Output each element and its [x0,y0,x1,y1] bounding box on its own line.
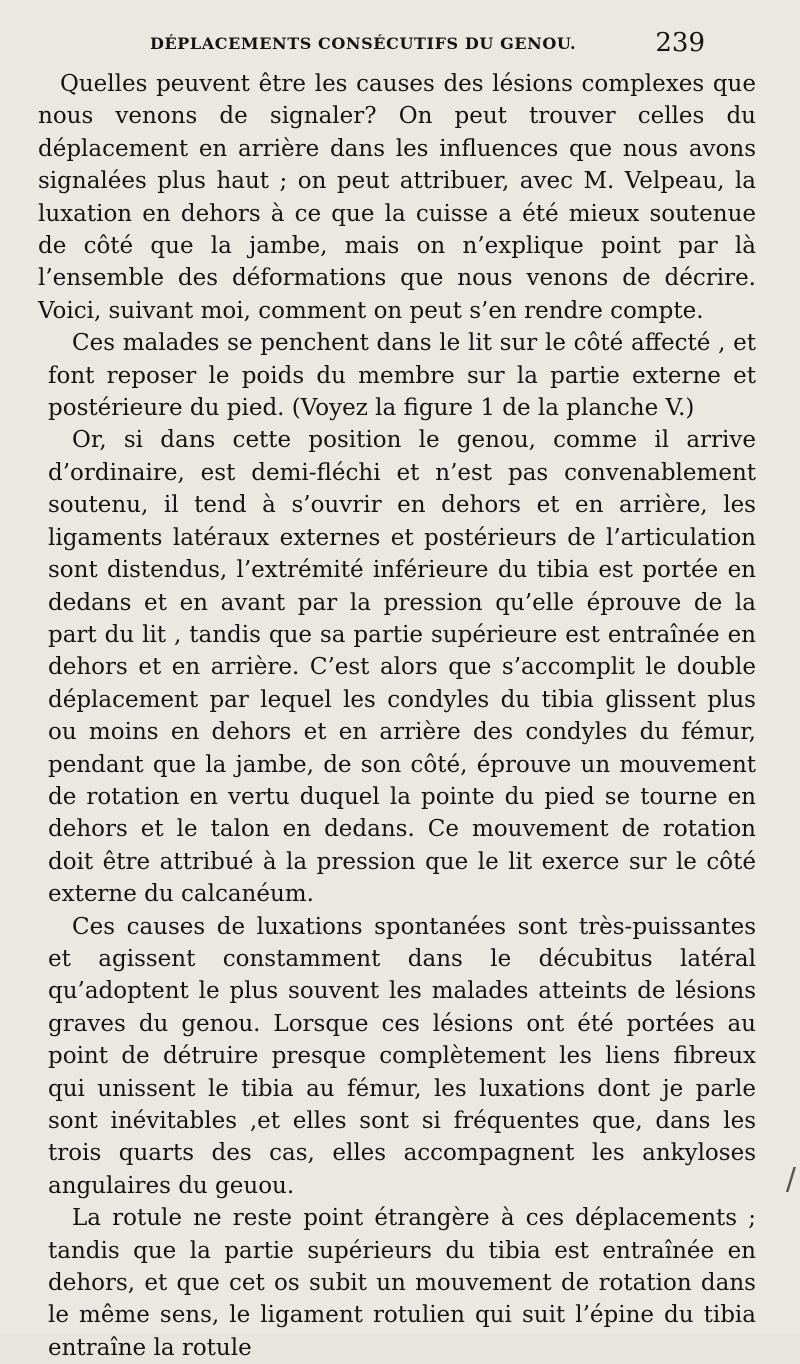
paragraph-2: Ces malades se penchent dans le lit sur le côté affecté , et font reposer le poids du membre sur la partie externe et postérieure du pied. (Voyez la figure 1 de la planche V.) [48,330,756,422]
paragraph-4: Ces causes de luxations spontanées sont très-puissantes et agissent constamment dans le décubitus latéral qu’adoptent le plus souvent les malades atteints de lésions graves du genou. Lorsque ces lésions ont été portées au point de détruire presque complètement les liens fibreux qui unissent le tibia au fémur, les luxations dont je parle sont inévitables ,et elles sont si fréquentes que, dans les trois quarts des cas, elles accompagnent les ankyloses angulaires du geuou. [48,913,756,1199]
page-number: 239 [655,28,705,58]
running-title: DÉPLACEMENTS CONSÉCUTIFS DU GENOU. [150,34,577,53]
paragraph-1: Quelles peuvent être les causes des lésions complexes que nous venons de signaler? On peut trouver celles du déplacement en arrière dans les influences que nous avons signalées plus haut ; on peut attribuer, avec M. Velpeau, la luxation en dehors à ce que la cuisse a été mieux soutenue de côté que la jambe, mais on n’explique point par là l’ensemble des déformations que nous venons de décrire. Voici, suivant moi, comment on peut s’en rendre compte. [38,71,756,324]
page-body [38,68,756,1364]
page-header [150,28,705,60]
paragraph-5: La rotule ne reste point étrangère à ces déplacements ; tandis que la partie supérieurs du tibia est entraînée en dehors, et que cet os subit un mouvement de rotation dans le même sens, le ligament rotulien qui suit l’épine du tibia entraîne la rotule [48,1205,756,1361]
margin-pencil-mark: / [785,1162,796,1197]
paragraph-3: Or, si dans cette position le genou, comme il arrive d’ordinaire, est demi-fléchi et n’est pas convenablement soutenu, il tend à s’ouvrir en dehors et en arrière, les ligaments latéraux externes et postérieurs de l’articulation sont distendus, l’extrémité inférieure du tibia est portée en dedans et en avant par la pression qu’elle éprouve de la part du lit , tandis que sa partie supérieure est entraînée en dehors et en arrière. C’est alors que s’accomplit le double déplacement par lequel les condyles du tibia glissent plus ou moins en dehors et en arrière des condyles du fémur, pendant que la jambe, de son côté, éprouve un mouvement de rotation en vertu duquel la pointe du pied se tourne en dehors et le talon en dedans. Ce mouvement de rotation doit être attribué à la pression que le lit exerce sur le côté externe du calcanéum. [48,427,756,908]
